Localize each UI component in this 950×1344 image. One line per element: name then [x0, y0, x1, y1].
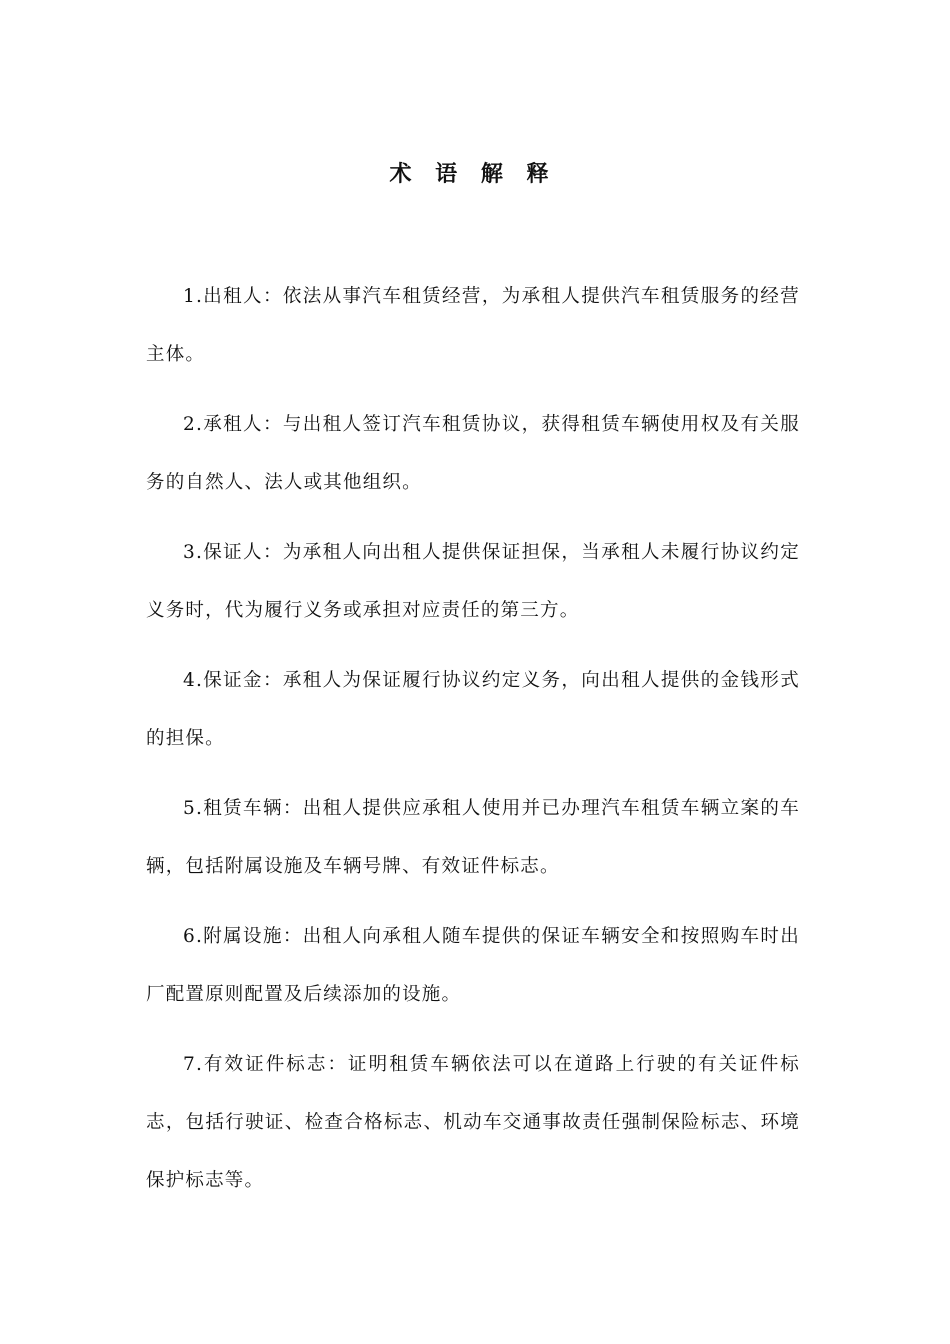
term-definition-2: 2.承租人：与出租人签订汽车租赁协议，获得租赁车辆使用权及有关服务的自然人、法人或其他组织。: [146, 414, 800, 493]
term-definition-1: 1.出租人：依法从事汽车租赁经营，为承租人提供汽车租赁服务的经营主体。: [146, 286, 800, 365]
term-definition-7: 7.有效证件标志：证明租赁车辆依法可以在道路上行驶的有关证件标志，包括行驶证、检查合格标志、机动车交通事故责任强制保险标志、环境保护标志等。: [146, 1054, 800, 1191]
page-title: 术 语 解 释: [389, 161, 557, 187]
term-definition-4: 4.保证金：承租人为保证履行协议约定义务，向出租人提供的金钱形式的担保。: [146, 670, 800, 749]
term-definition-3: 3.保证人：为承租人向出租人提供保证担保，当承租人未履行协议约定义务时，代为履行义务或承担对应责任的第三方。: [146, 542, 800, 621]
term-definition-5: 5.租赁车辆：出租人提供应承租人使用并已办理汽车租赁车辆立案的车辆，包括附属设施及车辆号牌、有效证件标志。: [146, 798, 800, 877]
term-definition-6: 6.附属设施：出租人向承租人随车提供的保证车辆安全和按照购车时出厂配置原则配置及后续添加的设施。: [146, 926, 800, 1005]
